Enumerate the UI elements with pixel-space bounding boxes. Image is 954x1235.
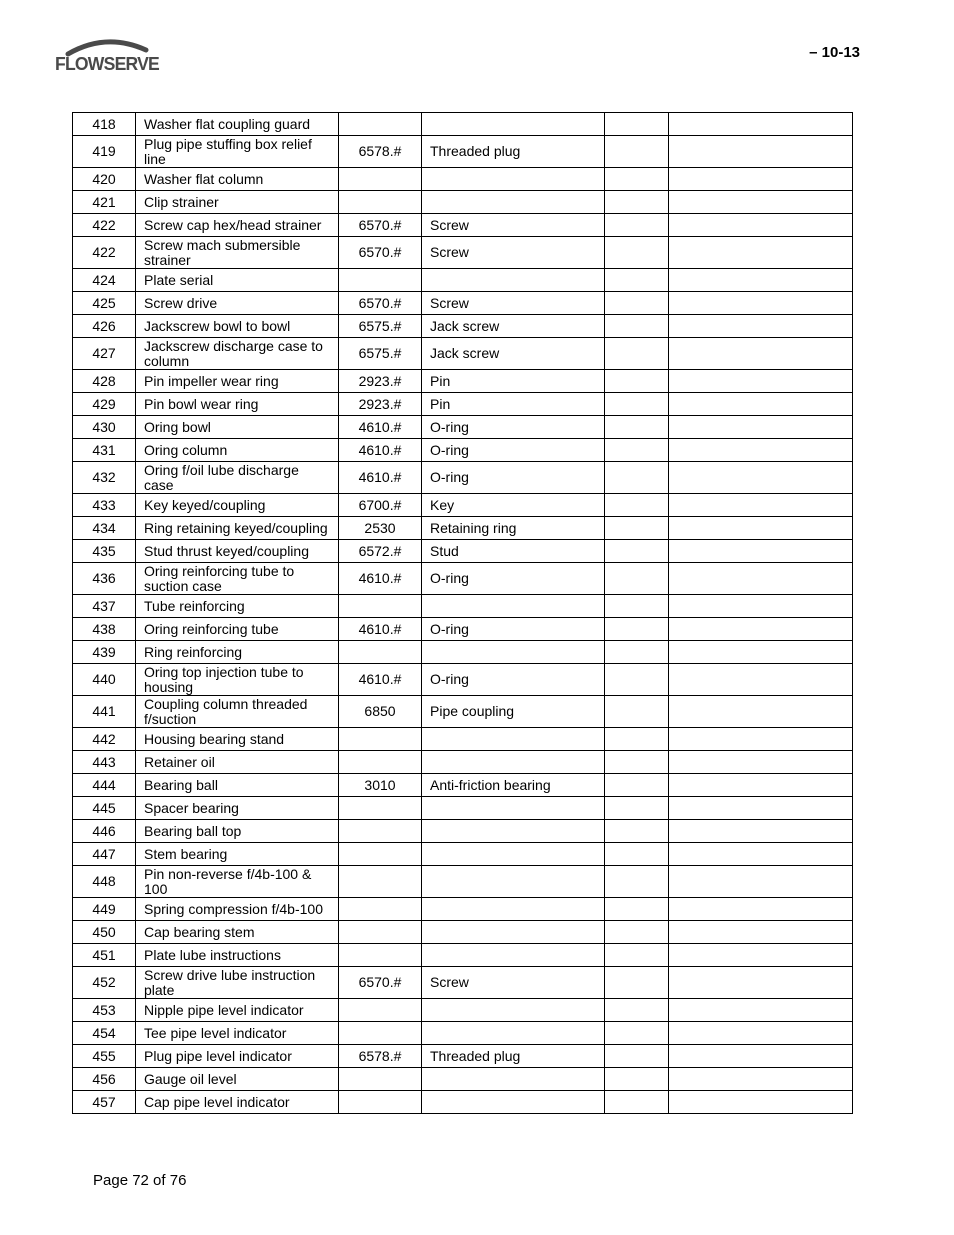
table-row bbox=[73, 494, 853, 517]
part-type-cell bbox=[422, 751, 605, 774]
empty-cell bbox=[669, 563, 853, 595]
empty-cell bbox=[605, 439, 669, 462]
part-number-cell: 418 bbox=[73, 113, 136, 136]
part-number-cell: 441 bbox=[73, 696, 136, 728]
description-cell: Pin non-reverse f/4b-100 & 100 bbox=[136, 866, 339, 898]
code-cell bbox=[339, 898, 422, 921]
empty-cell bbox=[669, 1068, 853, 1091]
table-row bbox=[73, 618, 853, 641]
description-cell: Oring bowl bbox=[136, 416, 339, 439]
part-type-cell: O-ring bbox=[422, 416, 605, 439]
part-number-cell: 424 bbox=[73, 269, 136, 292]
empty-cell bbox=[669, 944, 853, 967]
part-type-cell bbox=[422, 269, 605, 292]
part-type-cell: Retaining ring bbox=[422, 517, 605, 540]
description-cell: Ring retaining keyed/coupling bbox=[136, 517, 339, 540]
description-cell: Retainer oil bbox=[136, 751, 339, 774]
part-type-cell bbox=[422, 1068, 605, 1091]
table-row bbox=[73, 866, 853, 898]
empty-cell bbox=[669, 269, 853, 292]
table-row bbox=[73, 113, 853, 136]
part-number-cell: 449 bbox=[73, 898, 136, 921]
document-reference: – 10-13 bbox=[809, 44, 860, 61]
empty-cell bbox=[669, 641, 853, 664]
description-cell: Clip strainer bbox=[136, 191, 339, 214]
description-cell: Plate lube instructions bbox=[136, 944, 339, 967]
empty-cell bbox=[669, 999, 853, 1022]
table-row bbox=[73, 595, 853, 618]
part-type-cell bbox=[422, 866, 605, 898]
empty-cell bbox=[605, 462, 669, 494]
description-cell: Oring column bbox=[136, 439, 339, 462]
table-row bbox=[73, 728, 853, 751]
table-row bbox=[73, 898, 853, 921]
part-type-cell: Anti-friction bearing bbox=[422, 774, 605, 797]
description-cell: Pin impeller wear ring bbox=[136, 370, 339, 393]
empty-cell bbox=[605, 136, 669, 168]
empty-cell bbox=[669, 191, 853, 214]
part-number-cell: 422 bbox=[73, 214, 136, 237]
empty-cell bbox=[605, 774, 669, 797]
part-number-cell: 448 bbox=[73, 866, 136, 898]
empty-cell bbox=[605, 338, 669, 370]
part-number-cell: 439 bbox=[73, 641, 136, 664]
empty-cell bbox=[669, 820, 853, 843]
part-type-cell bbox=[422, 921, 605, 944]
empty-cell bbox=[669, 696, 853, 728]
code-cell bbox=[339, 168, 422, 191]
empty-cell bbox=[669, 393, 853, 416]
page-number: Page 72 of 76 bbox=[93, 1172, 187, 1189]
part-number-cell: 419 bbox=[73, 136, 136, 168]
empty-cell bbox=[605, 292, 669, 315]
empty-cell bbox=[605, 214, 669, 237]
part-type-cell bbox=[422, 168, 605, 191]
part-number-cell: 445 bbox=[73, 797, 136, 820]
part-type-cell: Jack screw bbox=[422, 315, 605, 338]
part-type-cell: O-ring bbox=[422, 664, 605, 696]
empty-cell bbox=[605, 866, 669, 898]
part-number-cell: 444 bbox=[73, 774, 136, 797]
code-cell: 3010 bbox=[339, 774, 422, 797]
description-cell: Stem bearing bbox=[136, 843, 339, 866]
table-row bbox=[73, 797, 853, 820]
description-cell: Bearing ball top bbox=[136, 820, 339, 843]
code-cell bbox=[339, 820, 422, 843]
part-type-cell bbox=[422, 820, 605, 843]
table-row bbox=[73, 462, 853, 494]
table-row bbox=[73, 416, 853, 439]
table-row bbox=[73, 393, 853, 416]
empty-cell bbox=[669, 416, 853, 439]
part-number-cell: 428 bbox=[73, 370, 136, 393]
part-type-cell bbox=[422, 641, 605, 664]
part-number-cell: 437 bbox=[73, 595, 136, 618]
description-cell: Cap pipe level indicator bbox=[136, 1091, 339, 1114]
code-cell: 6570.# bbox=[339, 214, 422, 237]
table-row bbox=[73, 292, 853, 315]
empty-cell bbox=[605, 540, 669, 563]
part-number-cell: 455 bbox=[73, 1045, 136, 1068]
table-row bbox=[73, 664, 853, 696]
empty-cell bbox=[605, 393, 669, 416]
empty-cell bbox=[605, 191, 669, 214]
part-number-cell: 436 bbox=[73, 563, 136, 595]
code-cell: 6850 bbox=[339, 696, 422, 728]
description-cell: Oring top injection tube to housing bbox=[136, 664, 339, 696]
description-cell: Washer flat column bbox=[136, 168, 339, 191]
logo-wordmark: FLOWSERVE bbox=[55, 54, 160, 74]
empty-cell bbox=[669, 898, 853, 921]
parts-list-table bbox=[72, 112, 853, 1114]
empty-cell bbox=[605, 618, 669, 641]
empty-cell bbox=[669, 751, 853, 774]
part-number-cell: 457 bbox=[73, 1091, 136, 1114]
part-number-cell: 431 bbox=[73, 439, 136, 462]
code-cell: 6700.# bbox=[339, 494, 422, 517]
part-type-cell bbox=[422, 944, 605, 967]
table-row bbox=[73, 517, 853, 540]
description-cell: Washer flat coupling guard bbox=[136, 113, 339, 136]
description-cell: Plug pipe stuffing box relief line bbox=[136, 136, 339, 168]
code-cell bbox=[339, 999, 422, 1022]
part-type-cell bbox=[422, 113, 605, 136]
code-cell: 6575.# bbox=[339, 338, 422, 370]
code-cell: 4610.# bbox=[339, 563, 422, 595]
empty-cell bbox=[605, 944, 669, 967]
code-cell: 4610.# bbox=[339, 439, 422, 462]
empty-cell bbox=[605, 1068, 669, 1091]
table-row bbox=[73, 999, 853, 1022]
empty-cell bbox=[605, 1022, 669, 1045]
empty-cell bbox=[669, 338, 853, 370]
part-type-cell bbox=[422, 843, 605, 866]
part-type-cell bbox=[422, 1022, 605, 1045]
part-type-cell: O-ring bbox=[422, 563, 605, 595]
part-number-cell: 425 bbox=[73, 292, 136, 315]
description-cell: Oring reinforcing tube to suction case bbox=[136, 563, 339, 595]
table-row bbox=[73, 168, 853, 191]
empty-cell bbox=[669, 595, 853, 618]
empty-cell bbox=[605, 563, 669, 595]
empty-cell bbox=[605, 843, 669, 866]
part-type-cell: Screw bbox=[422, 292, 605, 315]
part-number-cell: 446 bbox=[73, 820, 136, 843]
code-cell: 6572.# bbox=[339, 540, 422, 563]
code-cell: 4610.# bbox=[339, 462, 422, 494]
code-cell: 2923.# bbox=[339, 393, 422, 416]
part-type-cell: Pin bbox=[422, 370, 605, 393]
empty-cell bbox=[669, 866, 853, 898]
part-number-cell: 426 bbox=[73, 315, 136, 338]
code-cell: 6570.# bbox=[339, 237, 422, 269]
part-number-cell: 451 bbox=[73, 944, 136, 967]
code-cell bbox=[339, 797, 422, 820]
empty-cell bbox=[669, 728, 853, 751]
table-row bbox=[73, 1045, 853, 1068]
description-cell: Plate serial bbox=[136, 269, 339, 292]
table-row bbox=[73, 269, 853, 292]
part-type-cell: Threaded plug bbox=[422, 136, 605, 168]
code-cell bbox=[339, 1022, 422, 1045]
empty-cell bbox=[669, 439, 853, 462]
part-number-cell: 442 bbox=[73, 728, 136, 751]
empty-cell bbox=[605, 728, 669, 751]
code-cell bbox=[339, 641, 422, 664]
empty-cell bbox=[669, 1091, 853, 1114]
description-cell: Oring f/oil lube discharge case bbox=[136, 462, 339, 494]
description-cell: Screw mach submersible strainer bbox=[136, 237, 339, 269]
part-type-cell bbox=[422, 797, 605, 820]
description-cell: Housing bearing stand bbox=[136, 728, 339, 751]
empty-cell bbox=[605, 315, 669, 338]
table-row bbox=[73, 1022, 853, 1045]
empty-cell bbox=[669, 774, 853, 797]
empty-cell bbox=[605, 641, 669, 664]
part-type-cell bbox=[422, 728, 605, 751]
table-row bbox=[73, 843, 853, 866]
part-type-cell: Key bbox=[422, 494, 605, 517]
table-row bbox=[73, 136, 853, 168]
code-cell bbox=[339, 921, 422, 944]
description-cell: Pin bowl wear ring bbox=[136, 393, 339, 416]
part-number-cell: 430 bbox=[73, 416, 136, 439]
part-type-cell: Screw bbox=[422, 237, 605, 269]
description-cell: Gauge oil level bbox=[136, 1068, 339, 1091]
empty-cell bbox=[669, 292, 853, 315]
description-cell: Screw drive lube instruction plate bbox=[136, 967, 339, 999]
empty-cell bbox=[605, 595, 669, 618]
part-type-cell: Screw bbox=[422, 214, 605, 237]
empty-cell bbox=[605, 898, 669, 921]
logo-swoosh bbox=[68, 42, 146, 54]
part-type-cell bbox=[422, 191, 605, 214]
description-cell: Coupling column threaded f/suction bbox=[136, 696, 339, 728]
description-cell: Key keyed/coupling bbox=[136, 494, 339, 517]
description-cell: Jackscrew discharge case to column bbox=[136, 338, 339, 370]
part-number-cell: 443 bbox=[73, 751, 136, 774]
empty-cell bbox=[669, 967, 853, 999]
flowserve-logo bbox=[54, 36, 166, 84]
part-number-cell: 447 bbox=[73, 843, 136, 866]
description-cell: Bearing ball bbox=[136, 774, 339, 797]
table-row bbox=[73, 315, 853, 338]
description-cell: Tee pipe level indicator bbox=[136, 1022, 339, 1045]
table-row bbox=[73, 237, 853, 269]
empty-cell bbox=[605, 494, 669, 517]
code-cell bbox=[339, 751, 422, 774]
part-number-cell: 433 bbox=[73, 494, 136, 517]
code-cell bbox=[339, 191, 422, 214]
empty-cell bbox=[669, 517, 853, 540]
empty-cell bbox=[669, 214, 853, 237]
empty-cell bbox=[669, 664, 853, 696]
code-cell bbox=[339, 113, 422, 136]
part-type-cell bbox=[422, 999, 605, 1022]
empty-cell bbox=[669, 370, 853, 393]
table-row bbox=[73, 1091, 853, 1114]
empty-cell bbox=[605, 921, 669, 944]
empty-cell bbox=[669, 462, 853, 494]
empty-cell bbox=[669, 618, 853, 641]
code-cell: 2530 bbox=[339, 517, 422, 540]
part-number-cell: 440 bbox=[73, 664, 136, 696]
code-cell: 4610.# bbox=[339, 664, 422, 696]
part-type-cell: O-ring bbox=[422, 439, 605, 462]
description-cell: Plug pipe level indicator bbox=[136, 1045, 339, 1068]
description-cell: Tube reinforcing bbox=[136, 595, 339, 618]
code-cell: 6575.# bbox=[339, 315, 422, 338]
empty-cell bbox=[605, 820, 669, 843]
empty-cell bbox=[669, 921, 853, 944]
part-number-cell: 422 bbox=[73, 237, 136, 269]
part-number-cell: 453 bbox=[73, 999, 136, 1022]
empty-cell bbox=[669, 113, 853, 136]
parts-list-body bbox=[73, 113, 853, 1114]
code-cell bbox=[339, 944, 422, 967]
empty-cell bbox=[605, 1045, 669, 1068]
empty-cell bbox=[605, 751, 669, 774]
code-cell bbox=[339, 1068, 422, 1091]
part-type-cell: O-ring bbox=[422, 462, 605, 494]
table-row bbox=[73, 214, 853, 237]
part-number-cell: 454 bbox=[73, 1022, 136, 1045]
empty-cell bbox=[669, 540, 853, 563]
part-number-cell: 427 bbox=[73, 338, 136, 370]
part-number-cell: 452 bbox=[73, 967, 136, 999]
description-cell: Ring reinforcing bbox=[136, 641, 339, 664]
empty-cell bbox=[669, 797, 853, 820]
table-row bbox=[73, 191, 853, 214]
description-cell: Screw cap hex/head strainer bbox=[136, 214, 339, 237]
description-cell: Nipple pipe level indicator bbox=[136, 999, 339, 1022]
part-type-cell bbox=[422, 1091, 605, 1114]
table-row bbox=[73, 370, 853, 393]
empty-cell bbox=[605, 664, 669, 696]
part-type-cell: Jack screw bbox=[422, 338, 605, 370]
code-cell: 6570.# bbox=[339, 292, 422, 315]
code-cell: 2923.# bbox=[339, 370, 422, 393]
code-cell bbox=[339, 269, 422, 292]
part-number-cell: 434 bbox=[73, 517, 136, 540]
empty-cell bbox=[605, 999, 669, 1022]
empty-cell bbox=[605, 416, 669, 439]
table-row bbox=[73, 1068, 853, 1091]
table-row bbox=[73, 641, 853, 664]
code-cell bbox=[339, 843, 422, 866]
table-row bbox=[73, 820, 853, 843]
empty-cell bbox=[605, 237, 669, 269]
empty-cell bbox=[605, 696, 669, 728]
part-number-cell: 429 bbox=[73, 393, 136, 416]
table-row bbox=[73, 751, 853, 774]
table-row bbox=[73, 921, 853, 944]
empty-cell bbox=[669, 1045, 853, 1068]
table-row bbox=[73, 540, 853, 563]
empty-cell bbox=[669, 494, 853, 517]
code-cell bbox=[339, 1091, 422, 1114]
empty-cell bbox=[605, 967, 669, 999]
table-row bbox=[73, 967, 853, 999]
part-type-cell: O-ring bbox=[422, 618, 605, 641]
description-cell: Stud thrust keyed/coupling bbox=[136, 540, 339, 563]
empty-cell bbox=[605, 370, 669, 393]
part-number-cell: 435 bbox=[73, 540, 136, 563]
part-number-cell: 432 bbox=[73, 462, 136, 494]
empty-cell bbox=[605, 269, 669, 292]
description-cell: Spacer bearing bbox=[136, 797, 339, 820]
description-cell: Cap bearing stem bbox=[136, 921, 339, 944]
part-type-cell: Pipe coupling bbox=[422, 696, 605, 728]
code-cell bbox=[339, 866, 422, 898]
code-cell: 6578.# bbox=[339, 1045, 422, 1068]
part-type-cell: Stud bbox=[422, 540, 605, 563]
part-type-cell bbox=[422, 595, 605, 618]
table-row bbox=[73, 338, 853, 370]
part-type-cell: Screw bbox=[422, 967, 605, 999]
empty-cell bbox=[669, 843, 853, 866]
empty-cell bbox=[669, 315, 853, 338]
description-cell: Oring reinforcing tube bbox=[136, 618, 339, 641]
empty-cell bbox=[669, 1022, 853, 1045]
part-type-cell: Threaded plug bbox=[422, 1045, 605, 1068]
empty-cell bbox=[669, 168, 853, 191]
empty-cell bbox=[605, 113, 669, 136]
code-cell: 6578.# bbox=[339, 136, 422, 168]
empty-cell bbox=[605, 517, 669, 540]
part-number-cell: 420 bbox=[73, 168, 136, 191]
part-number-cell: 456 bbox=[73, 1068, 136, 1091]
table-row bbox=[73, 563, 853, 595]
part-number-cell: 438 bbox=[73, 618, 136, 641]
description-cell: Screw drive bbox=[136, 292, 339, 315]
empty-cell bbox=[605, 168, 669, 191]
part-type-cell bbox=[422, 898, 605, 921]
code-cell: 6570.# bbox=[339, 967, 422, 999]
empty-cell bbox=[605, 797, 669, 820]
empty-cell bbox=[669, 136, 853, 168]
part-type-cell: Pin bbox=[422, 393, 605, 416]
empty-cell bbox=[605, 1091, 669, 1114]
table-row bbox=[73, 944, 853, 967]
empty-cell bbox=[669, 237, 853, 269]
description-cell: Spring compression f/4b-100 bbox=[136, 898, 339, 921]
code-cell: 4610.# bbox=[339, 416, 422, 439]
table-row bbox=[73, 439, 853, 462]
code-cell: 4610.# bbox=[339, 618, 422, 641]
part-number-cell: 421 bbox=[73, 191, 136, 214]
table-row bbox=[73, 696, 853, 728]
description-cell: Jackscrew bowl to bowl bbox=[136, 315, 339, 338]
table-row bbox=[73, 774, 853, 797]
part-number-cell: 450 bbox=[73, 921, 136, 944]
code-cell bbox=[339, 595, 422, 618]
code-cell bbox=[339, 728, 422, 751]
